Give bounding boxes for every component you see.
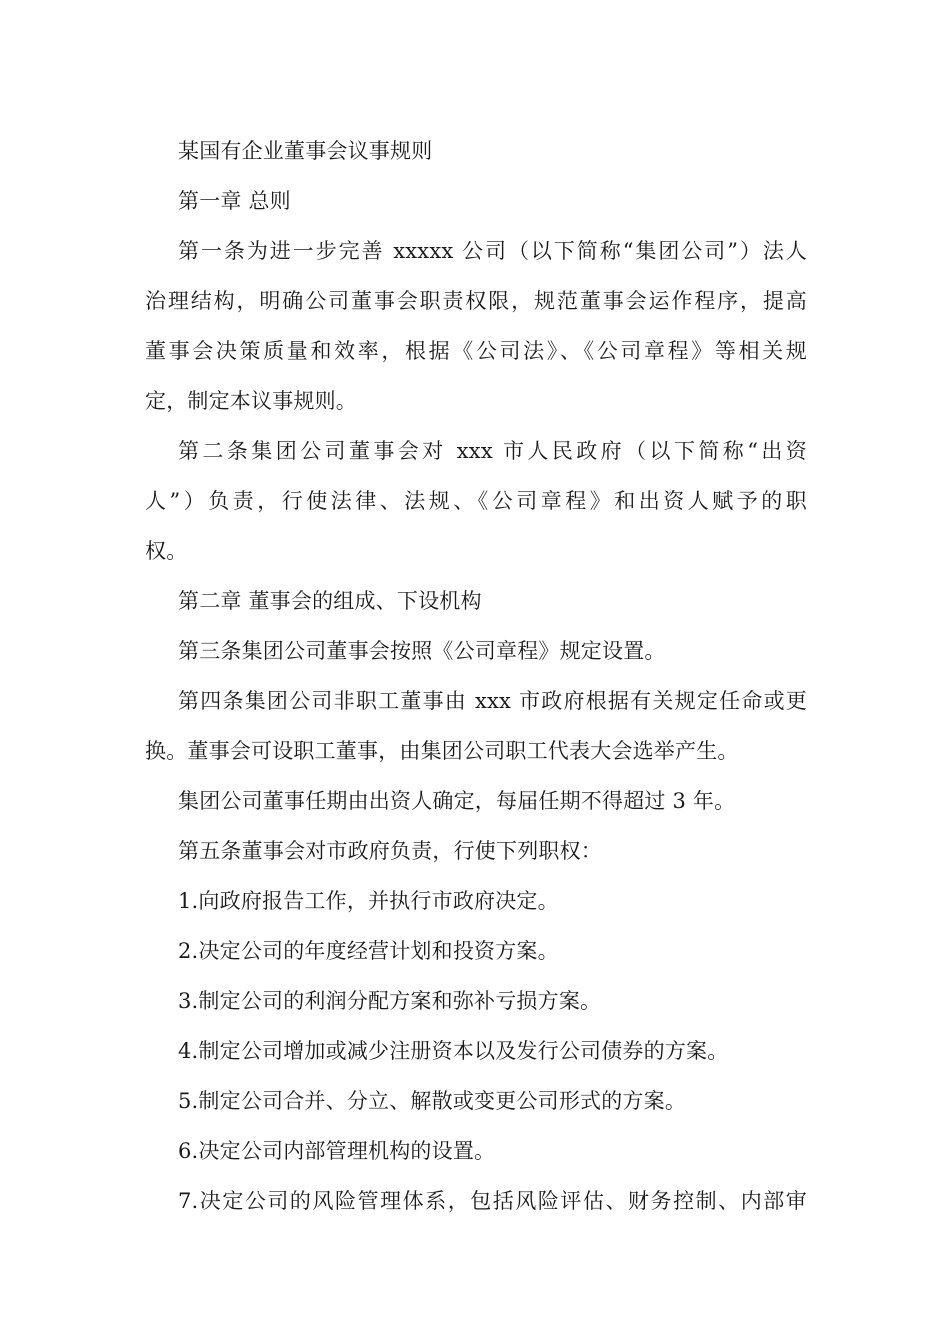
paragraph-line: 定，制定本议事规则。 bbox=[145, 389, 357, 413]
chapter-heading: 第二章 董事会的组成、下设机构 bbox=[178, 589, 482, 613]
paragraph-line: 治理结构，明确公司董事会职责权限，规范董事会运作程序，提高 bbox=[145, 289, 807, 313]
list-item: 4.制定公司增加或减少注册资本以及发行公司债券的方案。 bbox=[178, 1039, 729, 1063]
paragraph-line: 换。董事会可设职工董事，由集团公司职工代表大会选举产生。 bbox=[145, 739, 739, 763]
list-item: 6.决定公司内部管理机构的设置。 bbox=[178, 1139, 496, 1163]
list-item: 3.制定公司的利润分配方案和弥补亏损方案。 bbox=[178, 989, 602, 1013]
paragraph-line: 第一条为进一步完善 xxxxx 公司（以下简称“集团公司”）法人 bbox=[178, 239, 807, 263]
paragraph-line: 董事会决策质量和效率，根据《公司法》、《公司章程》等相关规 bbox=[145, 339, 807, 363]
paragraph-line: 集团公司董事任期由出资人确定，每届任期不得超过 3 年。 bbox=[178, 789, 736, 813]
list-item: 5.制定公司合并、分立、解散或变更公司形式的方案。 bbox=[178, 1089, 687, 1113]
paragraph-line: 第二条集团公司董事会对 xxx 市人民政府（以下简称“出资 bbox=[178, 439, 807, 463]
paragraph-line: 第四条集团公司非职工董事由 xxx 市政府根据有关规定任命或更 bbox=[178, 689, 807, 713]
document-title: 某国有企业董事会议事规则 bbox=[178, 139, 433, 163]
document-body bbox=[145, 126, 807, 1226]
list-item: 2.决定公司的年度经营计划和投资方案。 bbox=[178, 939, 559, 963]
paragraph-line: 权。 bbox=[145, 539, 188, 563]
paragraph-line: 第五条董事会对市政府负责，行使下列职权： bbox=[178, 839, 602, 863]
list-item: 1.向政府报告工作，并执行市政府决定。 bbox=[178, 889, 559, 913]
paragraph-line: 人”）负责，行使法律、法规、《公司章程》和出资人赋予的职 bbox=[145, 489, 807, 513]
chapter-heading: 第一章 总则 bbox=[178, 189, 291, 213]
paragraph-line: 第三条集团公司董事会按照《公司章程》规定设置。 bbox=[178, 639, 666, 663]
list-item: 7.决定公司的风险管理体系，包括风险评估、财务控制、内部审 bbox=[178, 1189, 807, 1213]
